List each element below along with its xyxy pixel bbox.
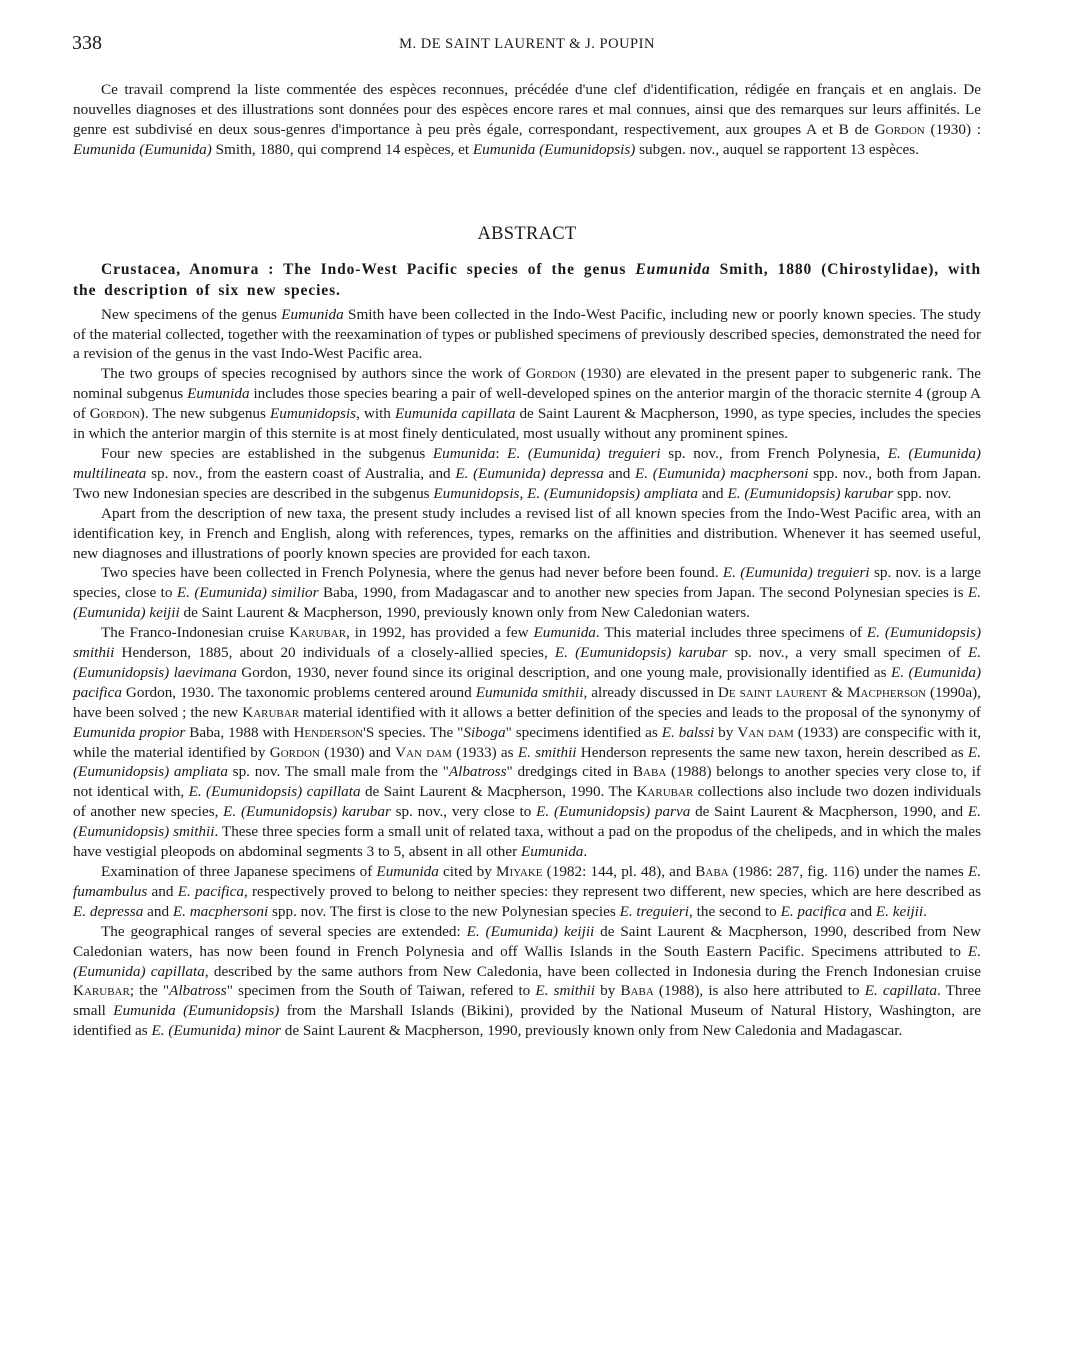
abstract-paragraph: The two groups of species recognised by authors since the work of Gordon (1930) are elevated in the present paper to subgeneric rank. The nominal subgenus Eumunida includes those species bearing a pair of well-developed spines on the anterior margin of the thoracic sternite 4 (group A of Gordon). The new subgenus Eumunidopsis, with Eumunida capillata de Saint Laurent & Macpherson, 1990, as type species, includes the species in which the anterior margin of this sternite is at most finely denticulated, most usually without any prominent spines. [73,365,981,443]
abstract-paragraph: Four new species are established in the subgenus Eumunida: E. (Eumunida) treguieri sp. nov., from French Polynesia, E. (Eumunida) multilineata sp. nov., from the eastern coast of Australia, and E. (Eumunida) depressa and E. (Eumunida) macphersoni spp. nov., both from Japan. Two new Indonesian species are described in the subgenus Eumunidopsis, E. (Eumunidopsis) ampliata and E. (Eumunidopsis) karubar spp. nov. [73,444,981,502]
abstract-title: Crustacea, Anomura : The Indo-West Pacific species of the genus Eumunida Smith, 1880 (Chirostylidae), with the description of six new species. [73,260,981,299]
abstract-paragraph: New specimens of the genus Eumunida Smith have been collected in the Indo-West Pacific, including new or poorly known species. The study of the material collected, together with the reexamination of types or published specimens of previously described species, demonstrated the need for a revision of the genus in the vast Indo-West Pacific area. [73,305,981,363]
running-title: M. DE SAINT LAURENT & J. POUPIN [399,36,655,52]
page-number: 338 [72,32,102,54]
abstract-paragraph: Apart from the description of new taxa, the present study includes a revised list of all known species from the Indo-West Pacific area, with an identification key, in French and English, along with references, types, remarks on the affinities and distribution. Whenever it has seemed useful, new diagnoses and illustrations of poorly known species are provided for each taxon. [73,504,981,562]
abstract-paragraph: The Franco-Indonesian cruise Karubar, in 1992, has provided a few Eumunida. This material includes three specimens of E. (Eumunidopsis) smithii Henderson, 1885, about 20 individuals of a closely-allied species, E. (Eumunidopsis) karubar sp. nov., a very small specimen of E. (Eumunidopsis) laevimana Gordon, 1930, never found since its original description, and one young male, provisionally identified as E. (Eumunida) pacifica Gordon, 1930. The taxonomic problems centered around Eumunida smithii, already discussed in De saint laurent & Macpherson (1990a), have been solved ; the new Karubar material identified with it allows a better definition of the species and leads to the proposal of the synonymy of Eumunida propior Baba, 1988 with Henderson'S species. The "Siboga" specimens identified as E. balssi by Van dam (1933) are conspecific with it, while the material identified by Gordon (1930) and Van dam (1933) as E. smithii Henderson represents the same new taxon, herein described as E. (Eumunidopsis) ampliata sp. nov. The small male from the "Albatross" dredgings cited in Baba (1988) belongs to another species very close to, if not identical with, E. (Eumunidopsis) capillata de Saint Laurent & Macpherson, 1990. The Karubar collections also include two dozen individuals of another new species, E. (Eumunidopsis) karubar sp. nov., very close to E. (Eumunidopsis) parva de Saint Laurent & Macpherson, 1990, and E. (Eumunidopsis) smithii. These three species form a small unit of related taxa, without a pad on the propodus of the chelipeds, and in which the males have vestigial pleopods on abdominal segments 3 to 5, absent in all other Eumunida. [73,624,982,861]
abstract-paragraph: Two species have been collected in French Polynesia, where the genus had never before been found. E. (Eumunida) treguieri sp. nov. is a large species, close to E. (Eumunida) similior Baba, 1990, from Madagascar and to another new species from Japan. The second Polynesian species is E. (Eumunida) keijii de Saint Laurent & Macpherson, 1990, previously known only from New Caledonian waters. [73,564,981,622]
abstract-paragraph: The geographical ranges of several species are extended: E. (Eumunida) keijii de Saint Laurent & Macpherson, 1990, described from New Caledonian waters, has now been found in French Polynesia and off Wallis Islands in the South Eastern Pacific. Specimens attributed to E. (Eumunida) capillata, described by the same authors from New Caledonia, have been collected in Indonesia during the French Indonesian cruise Karubar; the "Albatross" specimen from the South of Taiwan, refered to E. smithii by Baba (1988), is also here attributed to E. capillata. Three small Eumunida (Eumunidopsis) from the Marshall Islands (Bikini), provided by the National Museum of Natural History, Washington, are identified as E. (Eumunida) minor de Saint Laurent & Macpherson, 1990, previously known only from New Caledonia and Madagascar. [73,922,981,1040]
abstract-paragraph: Examination of three Japanese specimens of Eumunida cited by Miyake (1982: 144, pl. 48), and Baba (1986: 287, fig. 116) under the names E. fumambulus and E. pacifica, respectively proved to belong to neither species: they represent two different, new species, which are here described as E. depressa and E. macphersoni spp. nov. The first is close to the new Polynesian species E. treguieri, the second to E. pacifica and E. keijii. [73,863,982,920]
french-summary: Ce travail comprend la liste commentée des espèces reconnues, précédée d'une clef d'identification, rédigée en français et en anglais. De nouvelles diagnoses et des illustrations sont données pour des espèces encore rares et mal connues, ainsi que des remarques sur leurs affinités. Le genre est subdivisé en deux sous-genres d'importance à peu près égale, correspondant, respectivement, aux groupes A et B de Gordon (1930) : Eumunida (Eumunida) Smith, 1880, qui comprend 14 espèces, et Eumunida (Eumunidopsis) subgen. nov., auquel se rapportent 13 espèces. [73,81,981,158]
abstract-heading: ABSTRACT [477,223,577,244]
article-body [73,80,981,1041]
page-header [72,32,982,56]
